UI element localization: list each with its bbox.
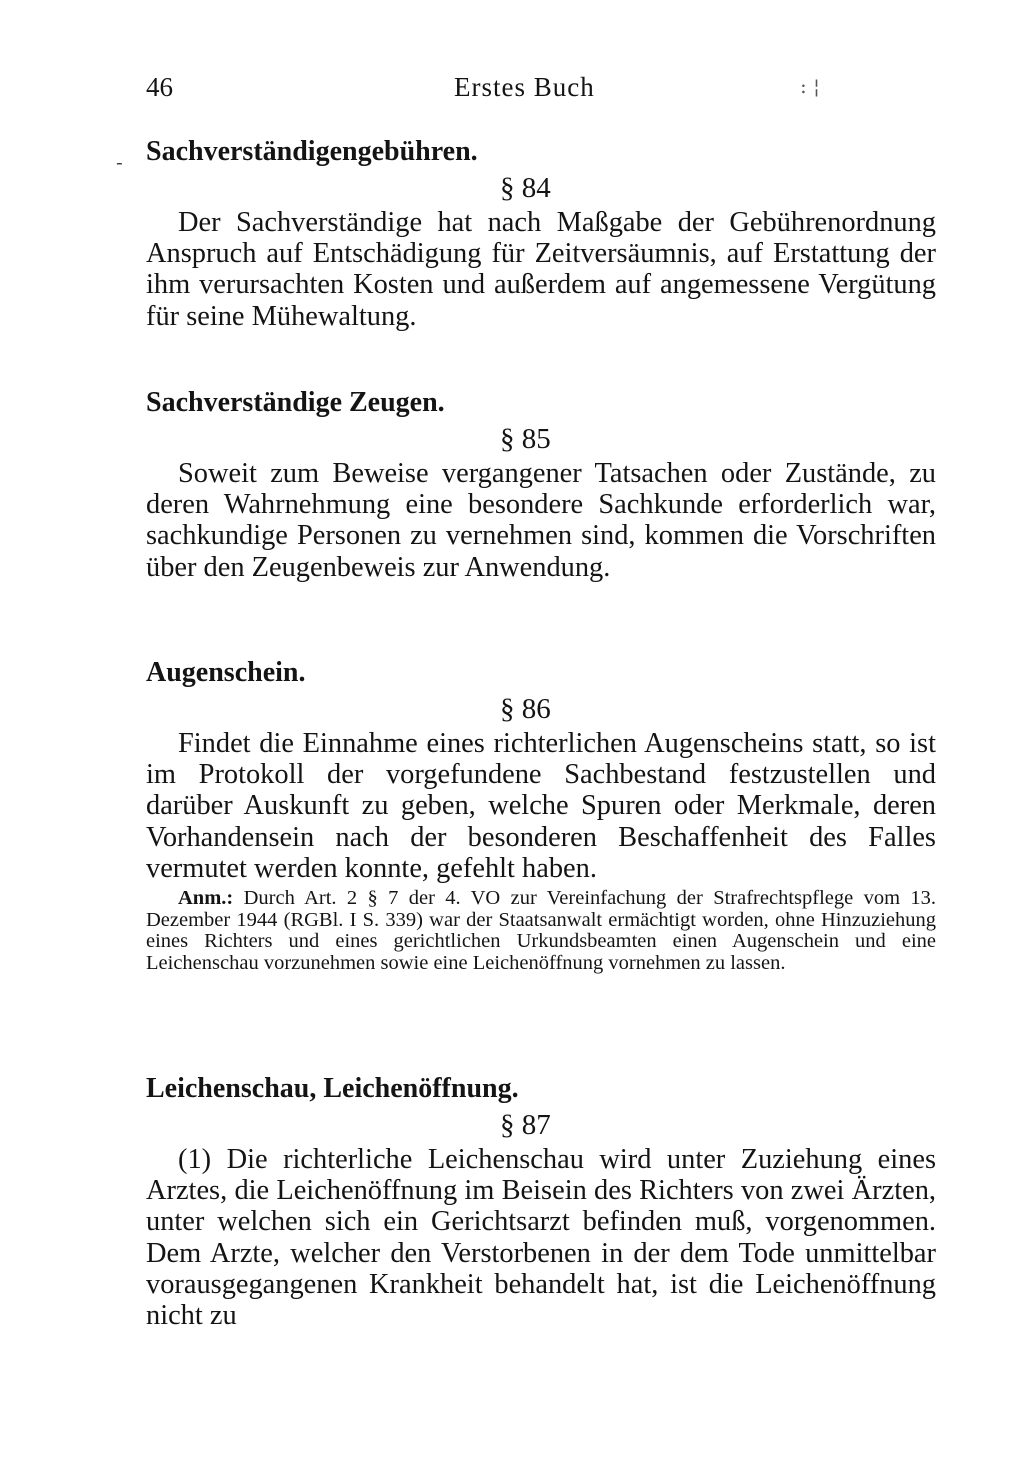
paragraph-text: Der Sachverständige hat nach Maßgabe der Gebührenordnung Anspruch auf Entschädigung für Zeitversäumnis, auf Erstattung der ihm verursachten Kosten und außerdem auf angemessene Vergütung für seine Mühewaltung. — [146, 207, 936, 332]
margin-print-mark: - — [116, 150, 123, 174]
section-85 — [146, 386, 936, 583]
annotation-note — [146, 888, 936, 974]
paragraph-number: § 86 — [500, 693, 551, 725]
paragraph-number: § 87 — [500, 1109, 551, 1141]
running-title: Erstes Buch — [454, 72, 595, 102]
header-print-mark: : ¦ — [800, 74, 820, 98]
section-87 — [146, 1072, 936, 1331]
annotation-label: Anm.: — [178, 887, 234, 910]
annotation-text: Durch Art. 2 § 7 der 4. VO zur Vereinfachung der Strafrechtspflege vom 13. Dezember 1944 (RGBl. I S. 339) war der Staatsanwalt ermächtigt worden, ohne Hinzuziehung eines Richters und eines gerichtlichen Urkundsbeamten einen Augenschein und eine Leichenschau vorzunehmen sowie eine Leichenöffnung vornehmen zu lassen. — [146, 887, 937, 974]
section-heading: Sachverständigengebühren. — [146, 136, 478, 167]
page-header — [146, 72, 936, 112]
paragraph-text: Soweit zum Beweise vergangener Tatsachen oder Zustände, zu deren Wahrnehmung eine besondere Sachkunde erforderlich war, sachkundige Personen zu vernehmen sind, kommen die Vorschriften über den Zeugenbeweis zur Anwendung. — [146, 458, 936, 583]
paragraph-text: Findet die Einnahme eines richterlichen Augenscheins statt, so ist im Protokoll der vorgefundene Sachbestand festzustellen und darüber Auskunft zu geben, welche Spuren oder Merkmale, deren Vorhandensein nach der besonderen Beschaffenheit des Falles vermutet werden konnte, gefehlt haben. — [146, 728, 936, 884]
section-heading: Sachverständige Zeugen. — [146, 387, 445, 418]
paragraph-number: § 85 — [500, 423, 551, 455]
paragraph-number: § 84 — [500, 172, 551, 204]
section-86 — [146, 656, 936, 974]
section-heading: Leichenschau, Leichenöffnung. — [146, 1073, 519, 1104]
section-84 — [146, 135, 936, 332]
section-heading: Augenschein. — [146, 657, 306, 688]
page-number: 46 — [146, 72, 173, 102]
paragraph-text: (1) Die richterliche Leichenschau wird unter Zuziehung eines Arztes, die Leichenöffnung im Beisein des Richters von zwei Ärzten, unter welchen sich ein Gerichtsarzt befinden muß, vorgenommen. Dem Arzte, welcher den Verstorbenen in der dem Tode unmittelbar vorausgegangenen Krankheit behandelt hat, ist die Leichenöffnung nicht zu — [146, 1144, 936, 1332]
